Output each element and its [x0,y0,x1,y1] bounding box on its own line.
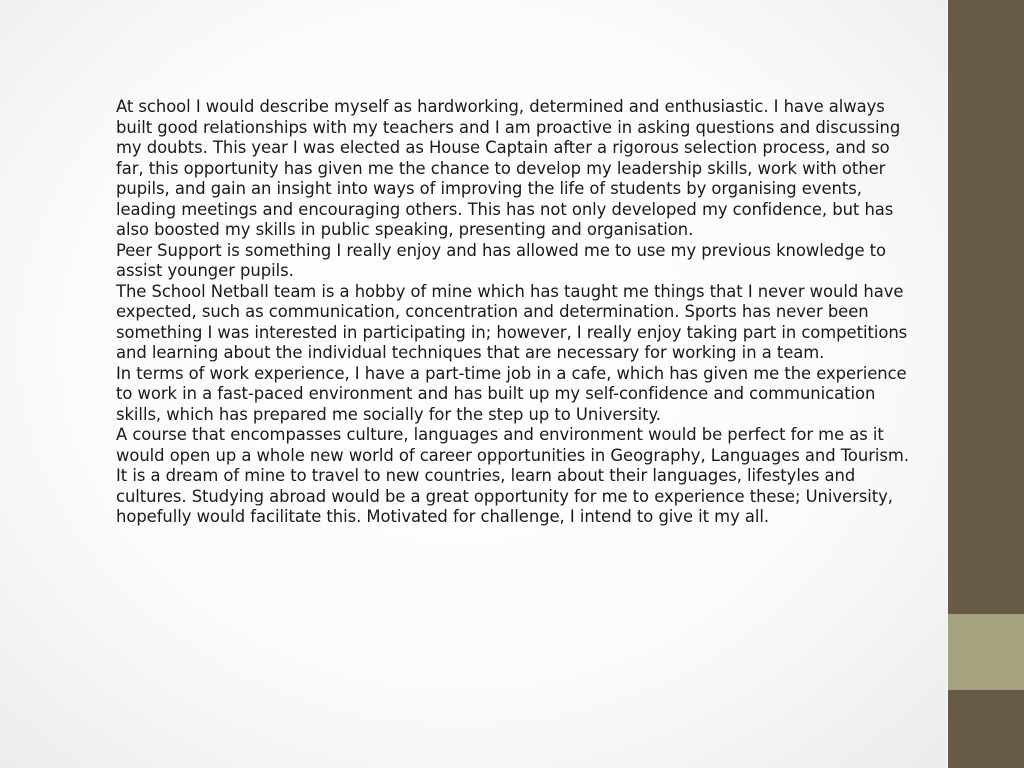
paragraph-dream: It is a dream of mine to travel to new countries, learn about their languages, lifestyles and cultures. Studying abroad would be a great opportunity for me to experience these; University, hopefully would facilitate this. Motivated for challenge, I intend to give it my all. [116,466,893,526]
paragraph-school: At school I would describe myself as hardworking, determined and enthusiastic. I have always built good relationships with my teachers and I am proactive in asking questions and discussing my doubts. This year I was elected as House Captain after a rigorous selection process, and so far, this opportunity has given me the chance to develop my leadership skills, work with other pupils, and gain an insight into ways of improving the life of students by organising events, leading meetings and encouraging others. This has not only developed my confidence, but has also boosted my skills in public speaking, presenting and organisation. [116,97,901,239]
slide-body-text [116,97,916,528]
paragraph-netball: The School Netball team is a hobby of mine which has taught me things that I never would have expected, such as communication, concentration and determination. Sports has never been something I was interested in participating in; however, I really enjoy taking part in competitions and learning about the individual techniques that are necessary for working in a team. [116,281,908,362]
paragraph-work-experience: In terms of work experience, I have a part-time job in a cafe, which has given me the experience to work in a fast-paced environment and has built up my self-confidence and communication skills, which has prepared me socially for the step up to University. [116,363,907,424]
paragraph-peer-support: Peer Support is something I really enjoy and has allowed me to use my previous knowledge to assist younger pupils. [116,240,887,280]
paragraph-course: A course that encompasses culture, languages and environment would be perfect for me as it would open up a whole new world of career opportunities in Geography, Languages and Tourism. [116,425,909,465]
sidebar-accent-block [948,614,1024,690]
